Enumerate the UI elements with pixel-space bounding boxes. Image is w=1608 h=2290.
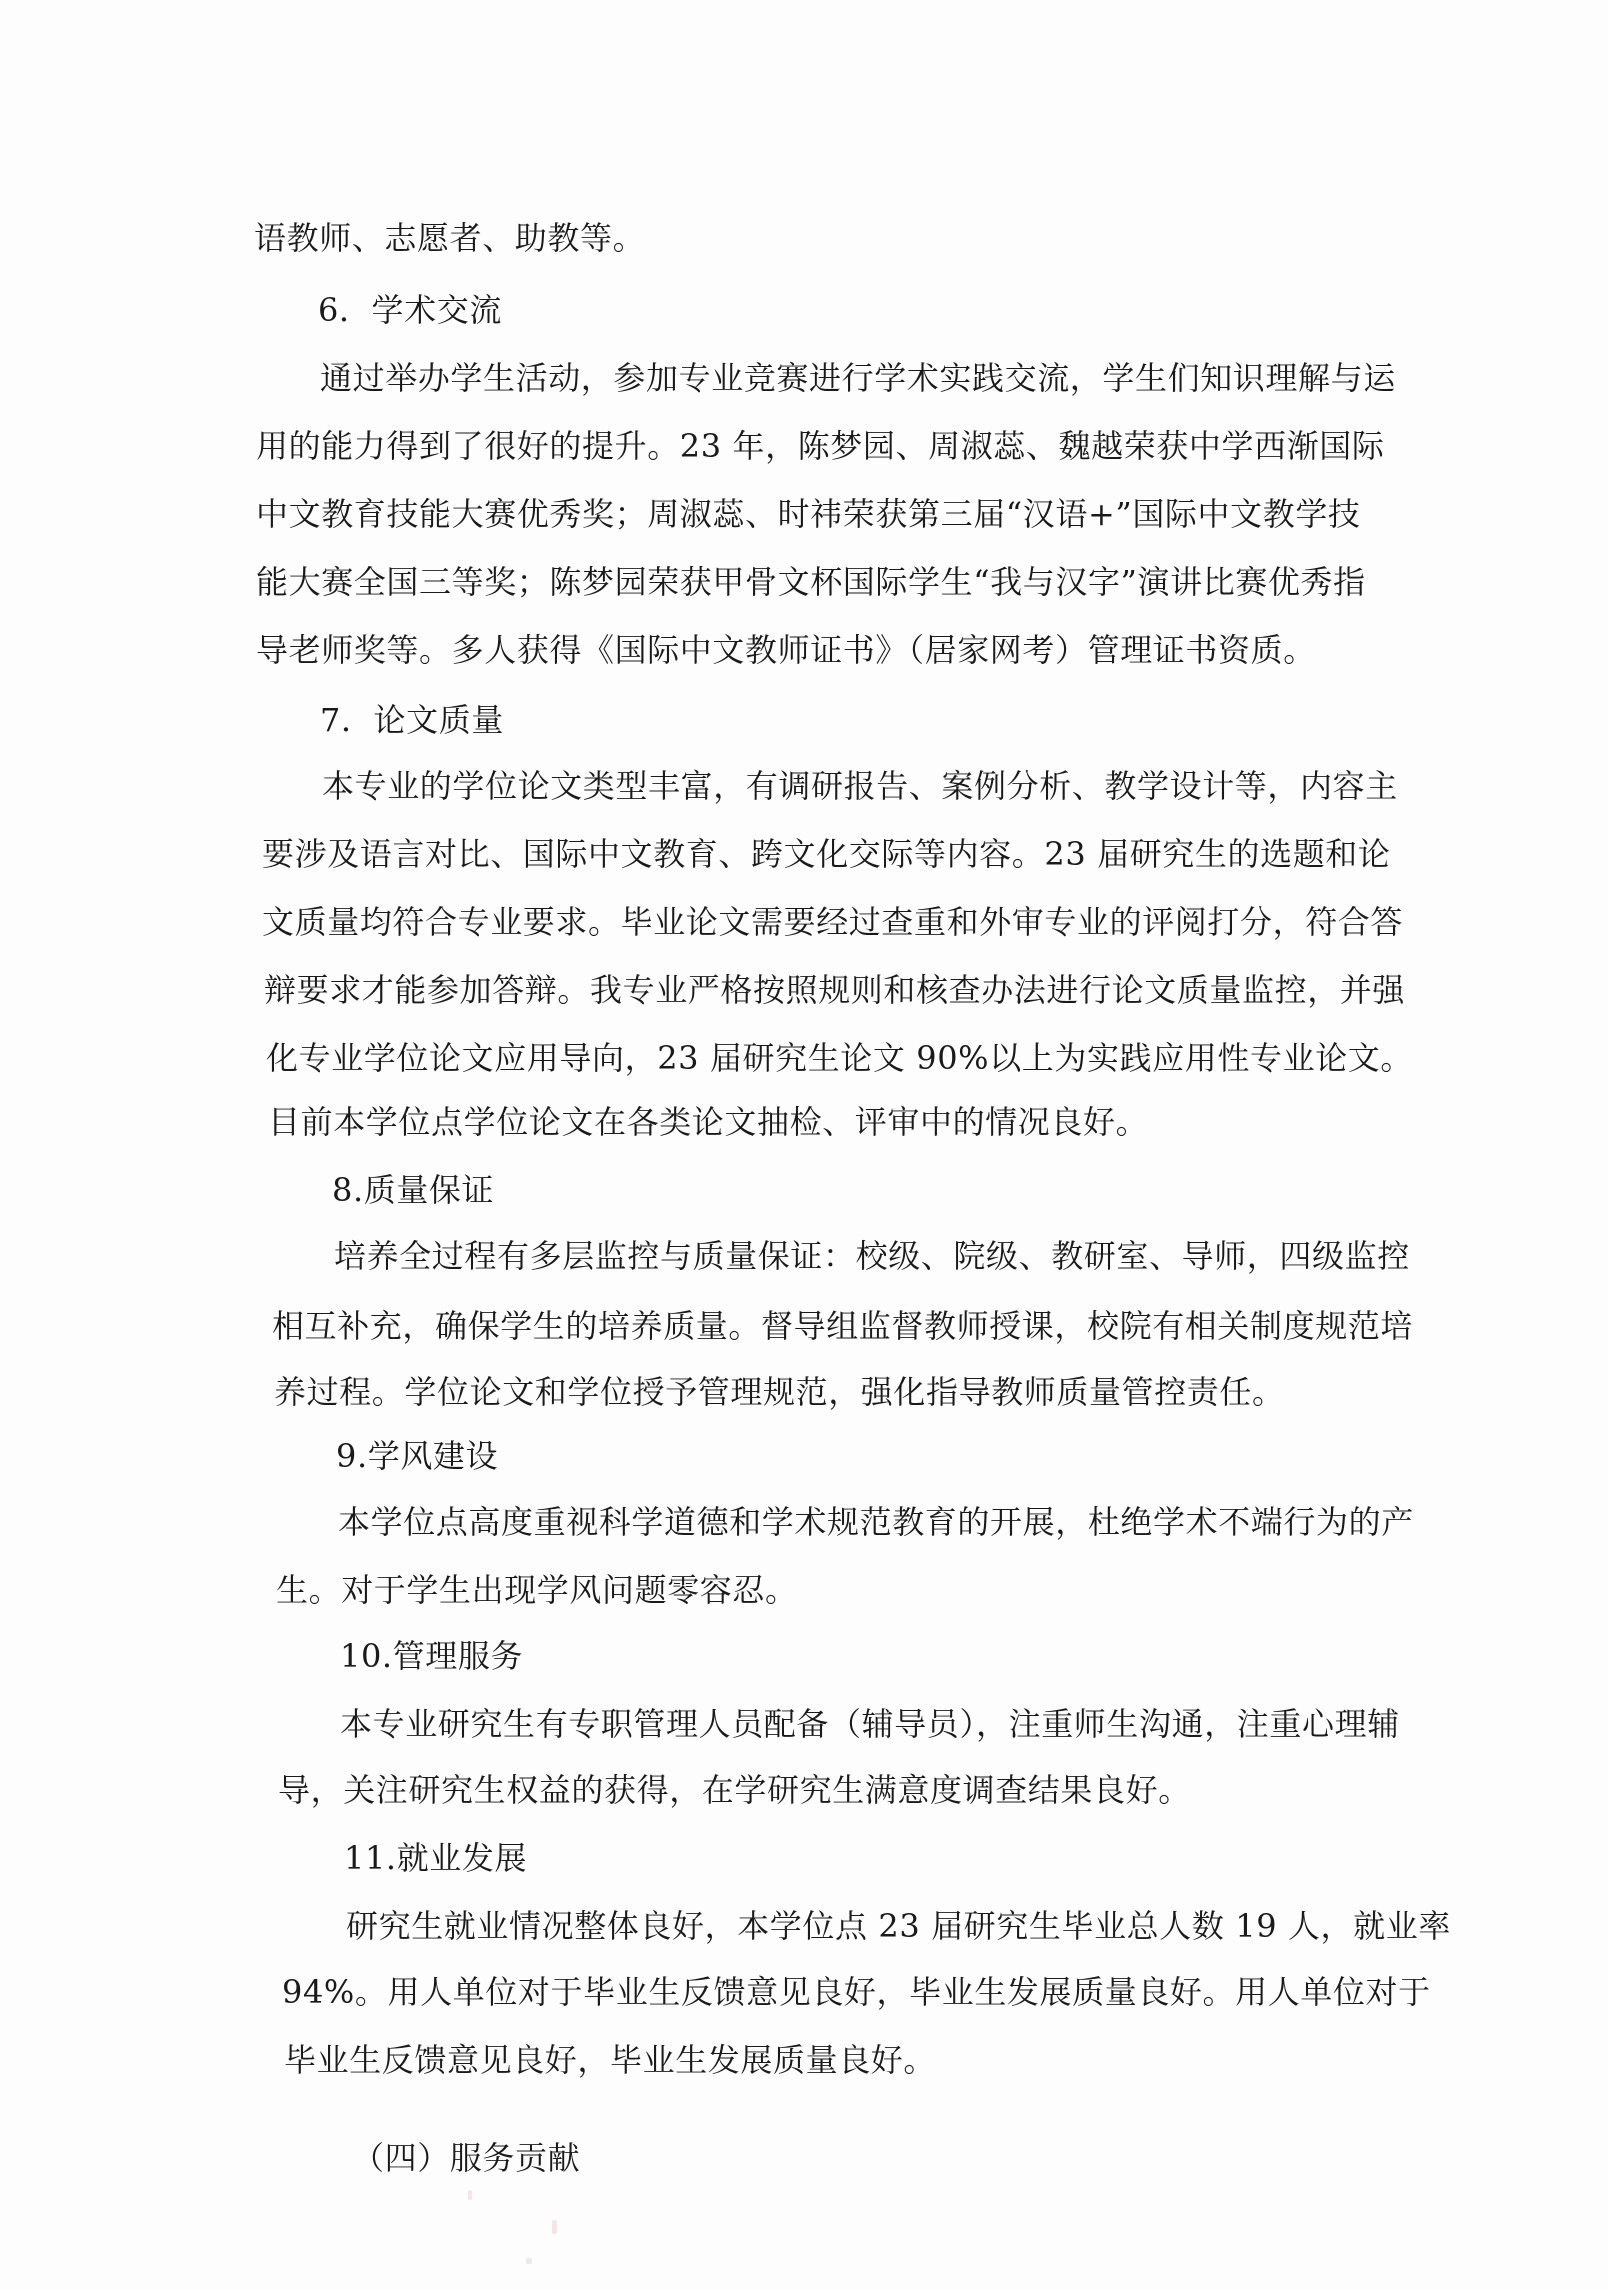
text-line: 94%。用人单位对于毕业生反馈意见良好，毕业生发展质量良好。用人单位对于 <box>282 1973 1431 2011</box>
scan-speck <box>552 2220 557 2234</box>
text-line: 本专业的学位论文类型丰富，有调研报告、案例分析、教学设计等，内容主 <box>322 767 1398 805</box>
text-line: 目前本学位点学位论文在各类论文抽检、评审中的情况良好。 <box>268 1103 1149 1141</box>
text-line: 能大赛全国三等奖；陈梦园荣获甲骨文杯国际学生“我与汉字”演讲比赛优秀指 <box>256 563 1366 601</box>
text-line: 导，关注研究生权益的获得，在学研究生满意度调查结果良好。 <box>278 1771 1191 1809</box>
text-line: 辩要求才能参加答辩。我专业严格按照规则和核查办法进行论文质量监控，并强 <box>264 971 1406 1009</box>
text-line: 养过程。学位论文和学位授予管理规范，强化指导教师质量管控责任。 <box>274 1373 1285 1411</box>
scan-speck <box>468 2190 472 2200</box>
text-line: 语教师、志愿者、助教等。 <box>254 219 646 257</box>
text-line: 要涉及语言对比、国际中文教育、跨文化交际等内容。23 届研究生的选题和论 <box>262 835 1391 873</box>
section-heading: 8.质量保证 <box>332 1171 495 1209</box>
section-heading: 9.学风建设 <box>336 1437 499 1475</box>
section-heading: 11.就业发展 <box>344 1839 528 1877</box>
text-line: 研究生就业情况整体良好，本学位点 23 届研究生毕业总人数 19 人，就业率 <box>346 1907 1451 1945</box>
text-line: 化专业学位论文应用导向，23 届研究生论文 90%以上为实践应用性专业论文。 <box>266 1039 1413 1077</box>
text-line: 本专业研究生有专职管理人员配备（辅导员），注重师生沟通，注重心理辅 <box>340 1705 1400 1743</box>
scan-speck <box>526 2258 532 2264</box>
section-heading: 6．学术交流 <box>318 291 502 329</box>
text-line: 培养全过程有多层监控与质量保证：校级、院级、教研室、导师，四级监控 <box>334 1237 1410 1275</box>
text-line: 生。对于学生出现学风问题零容忍。 <box>276 1571 798 1609</box>
text-line: 用的能力得到了很好的提升。23 年，陈梦园、周淑蕊、魏越荣获中学西渐国际 <box>256 427 1385 465</box>
section-heading: （四）服务贡献 <box>352 2139 581 2177</box>
section-heading: 7．论文质量 <box>320 701 504 739</box>
text-line: 相互补充，确保学生的培养质量。督导组监督教师授课，校院有相关制度规范培 <box>272 1307 1414 1345</box>
text-line: 文质量均符合专业要求。毕业论文需要经过查重和外审专业的评阅打分，符合答 <box>262 903 1404 941</box>
text-line: 中文教育技能大赛优秀奖；周淑蕊、时祎荣获第三届“汉语+”国际中文教学技 <box>256 495 1361 533</box>
section-heading: 10.管理服务 <box>340 1637 524 1675</box>
text-line: 导老师奖等。多人获得《国际中文教师证书》（居家网考）管理证书资质。 <box>256 631 1316 669</box>
text-line: 通过举办学生活动，参加专业竞赛进行学术实践交流，学生们知识理解与运 <box>320 359 1396 397</box>
text-line: 本学位点高度重视科学道德和学术规范教育的开展，杜绝学术不端行为的产 <box>338 1503 1414 1541</box>
text-line: 毕业生反馈意见良好，毕业生发展质量良好。 <box>284 2041 937 2079</box>
